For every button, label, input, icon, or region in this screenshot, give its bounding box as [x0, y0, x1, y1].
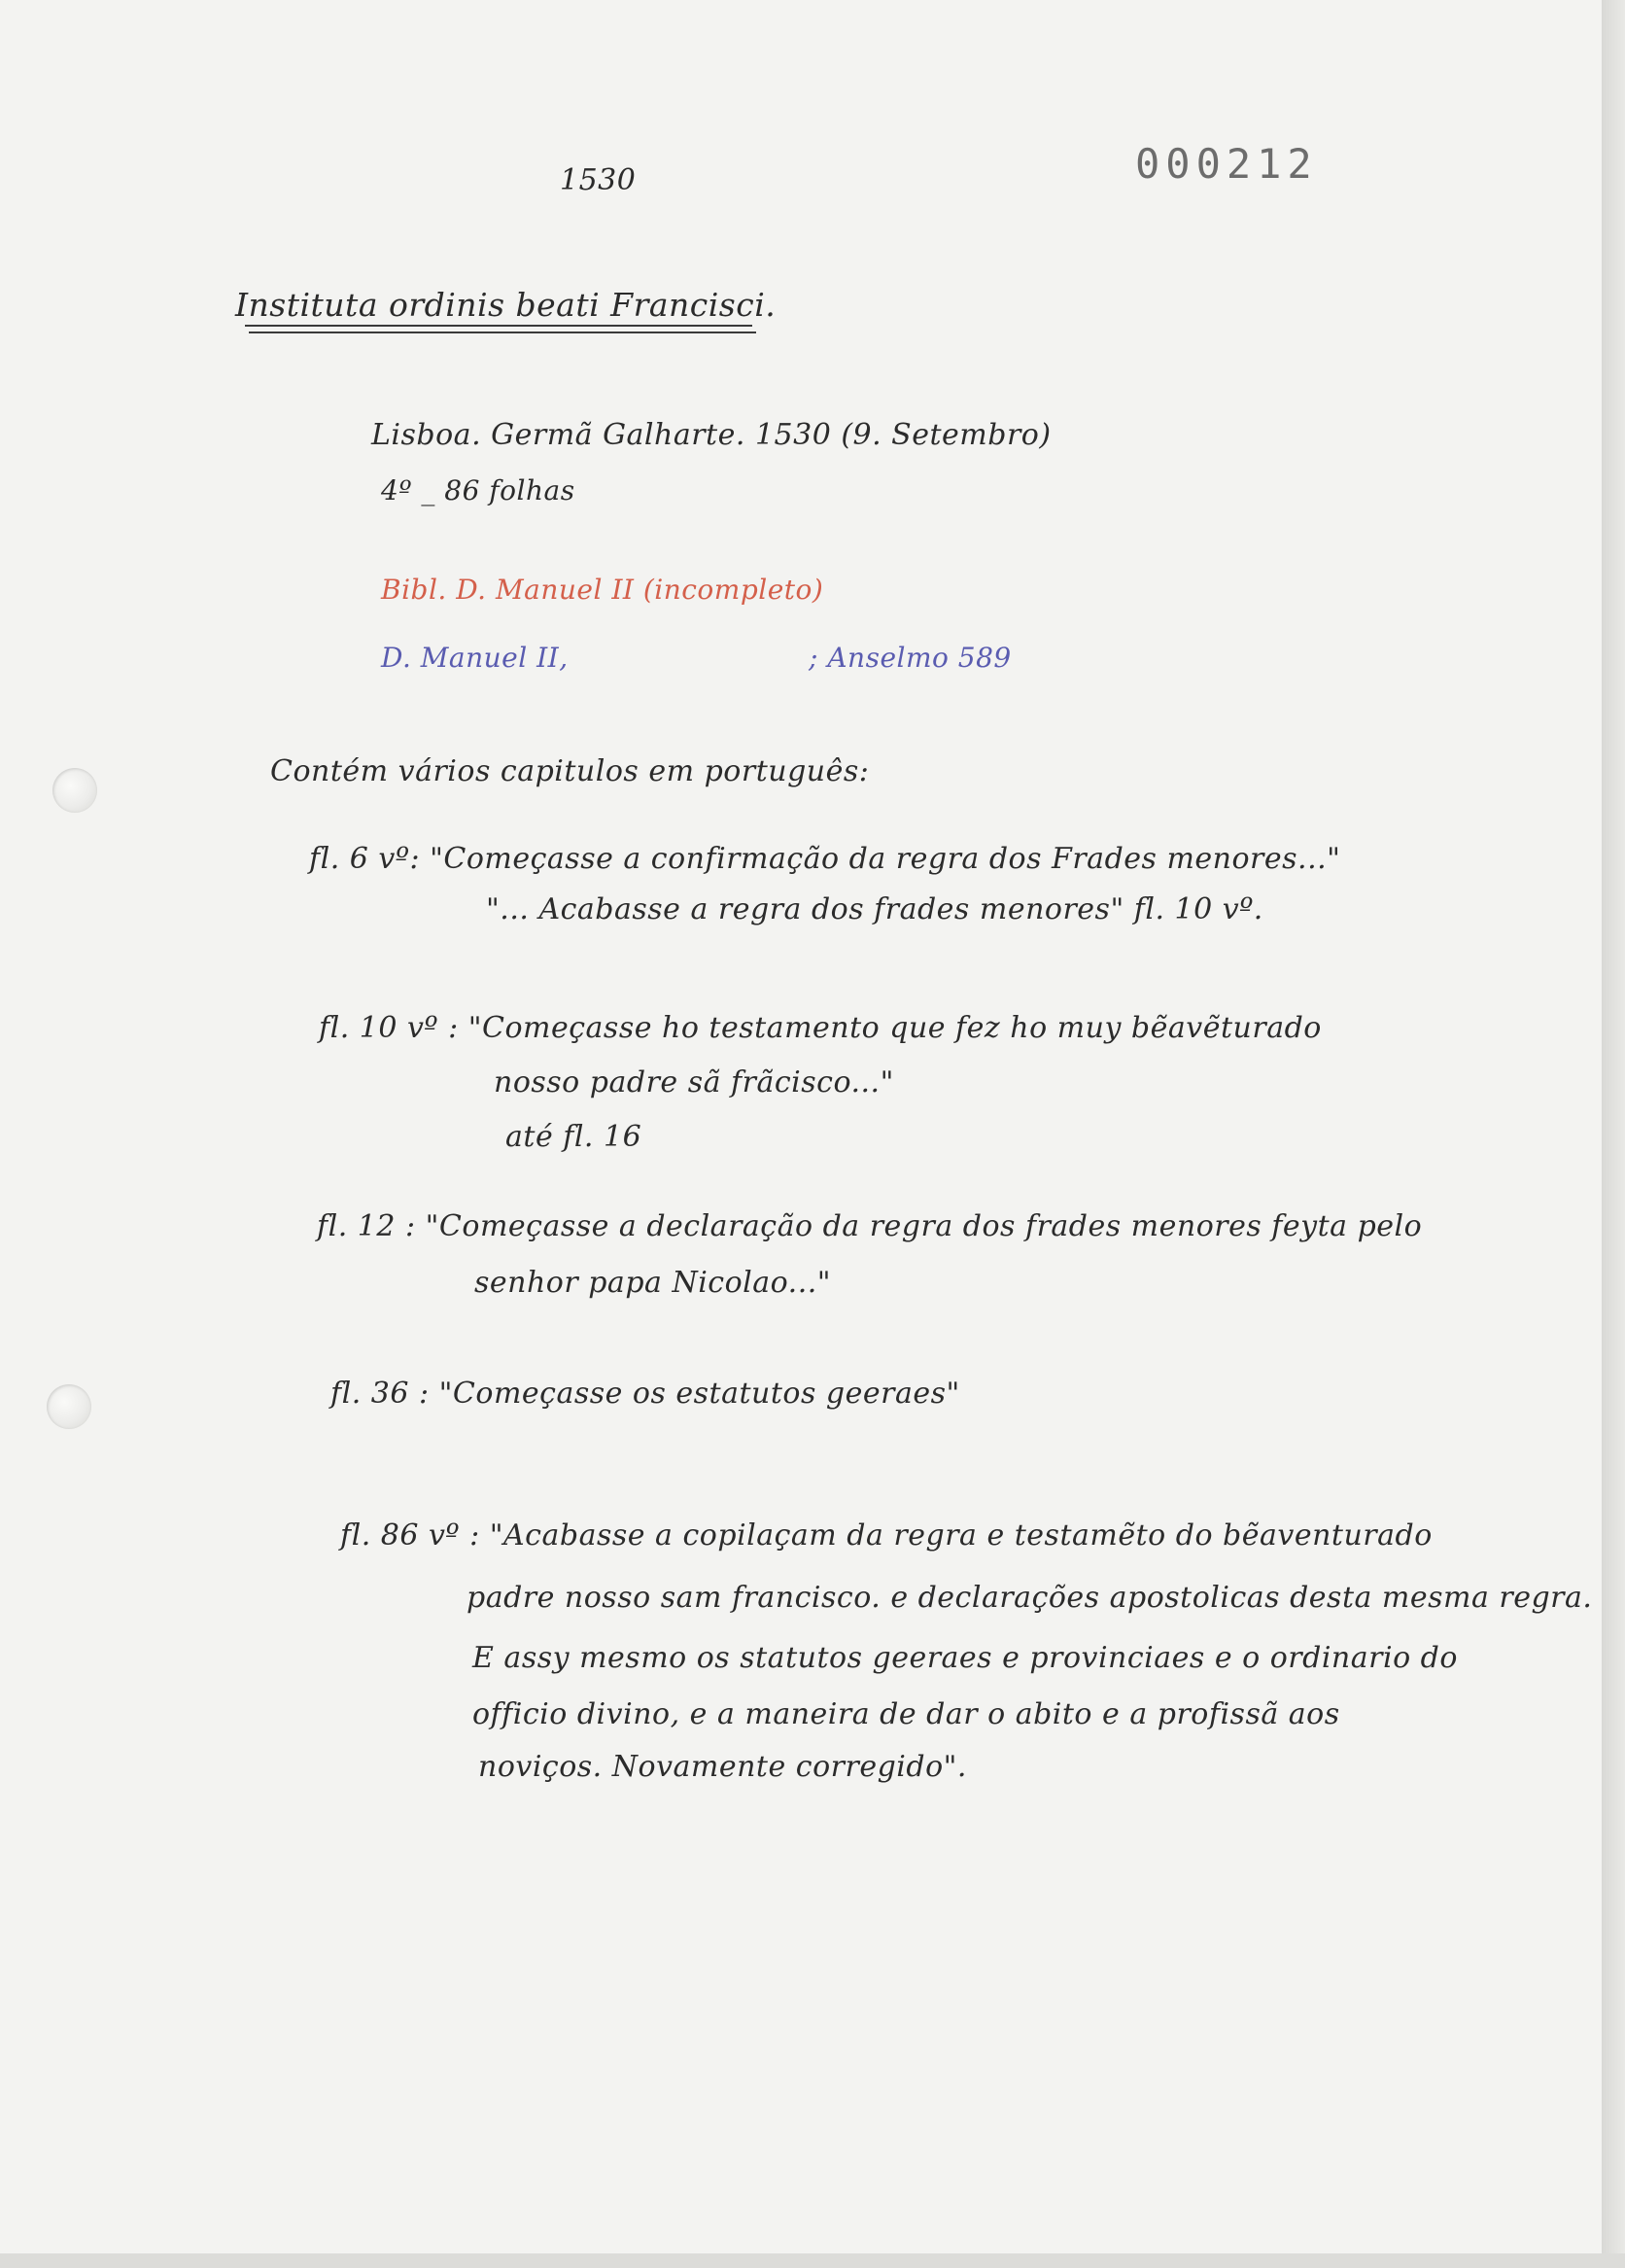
entry-4-line-1: fl. 36 : "Começasse os estatutos geeraes" — [330, 1377, 960, 1411]
contents-intro: Contém vários capitulos em português: — [270, 754, 870, 788]
entry-5-line-4: officio divino, e a maneira de dar o abito e a profissã aos — [472, 1697, 1340, 1731]
format-line: 4º _ 86 folhas — [381, 474, 575, 506]
entry-3-line-1: fl. 12 : "Começasse a declaração da regra dos frades menores feyta pelo — [317, 1209, 1423, 1243]
entry-5-line-5: noviços. Novamente corregido". — [478, 1750, 967, 1784]
scanner-edge-right — [1602, 0, 1625, 2268]
entry-5-line-3: E assy mesmo os statutos geeraes e provinciaes e o ordinario do — [472, 1641, 1458, 1675]
holding-note-red: Bibl. D. Manuel II (incompleto) — [381, 574, 824, 606]
entry-5-line-1: fl. 86 vº : "Acabasse a copilaçam da regra e testamẽto do bẽaventurado — [340, 1518, 1433, 1553]
imprint-line: Lisboa. Germã Galharte. 1530 (9. Setembro) — [371, 418, 1052, 452]
title-double-underline — [245, 325, 752, 336]
page-title: Instituta ordinis beati Francisci. — [235, 286, 777, 324]
entry-1-line-1: fl. 6 vº: "Começasse a confirmação da regra dos Frades menores..." — [309, 842, 1341, 876]
holding-reference-blue: ; Anselmo 589 — [809, 642, 1012, 674]
entry-1-line-2: "... Acabasse a regra dos frades menores" fl. 10 vº. — [486, 892, 1263, 926]
entry-2-line-2: nosso padre sã frãcisco..." — [494, 1065, 894, 1099]
entry-3-line-2: senhor papa Nicolao..." — [474, 1266, 832, 1300]
holding-note-blue: D. Manuel II, — [381, 642, 569, 674]
punch-hole-top — [52, 768, 97, 813]
page-year: 1530 — [560, 163, 637, 197]
punch-hole-bottom — [47, 1384, 91, 1429]
entry-5-line-2: padre nosso sam francisco. e declarações apostolicas desta mesma regra. — [467, 1581, 1593, 1615]
entry-2-line-3: até fl. 16 — [505, 1120, 642, 1154]
scanner-edge-bottom — [0, 2253, 1625, 2268]
entry-2-line-1: fl. 10 vº : "Começasse ho testamento que fez ho muy bẽavẽturado — [319, 1011, 1322, 1045]
stamp-number: 000212 — [1135, 140, 1318, 188]
